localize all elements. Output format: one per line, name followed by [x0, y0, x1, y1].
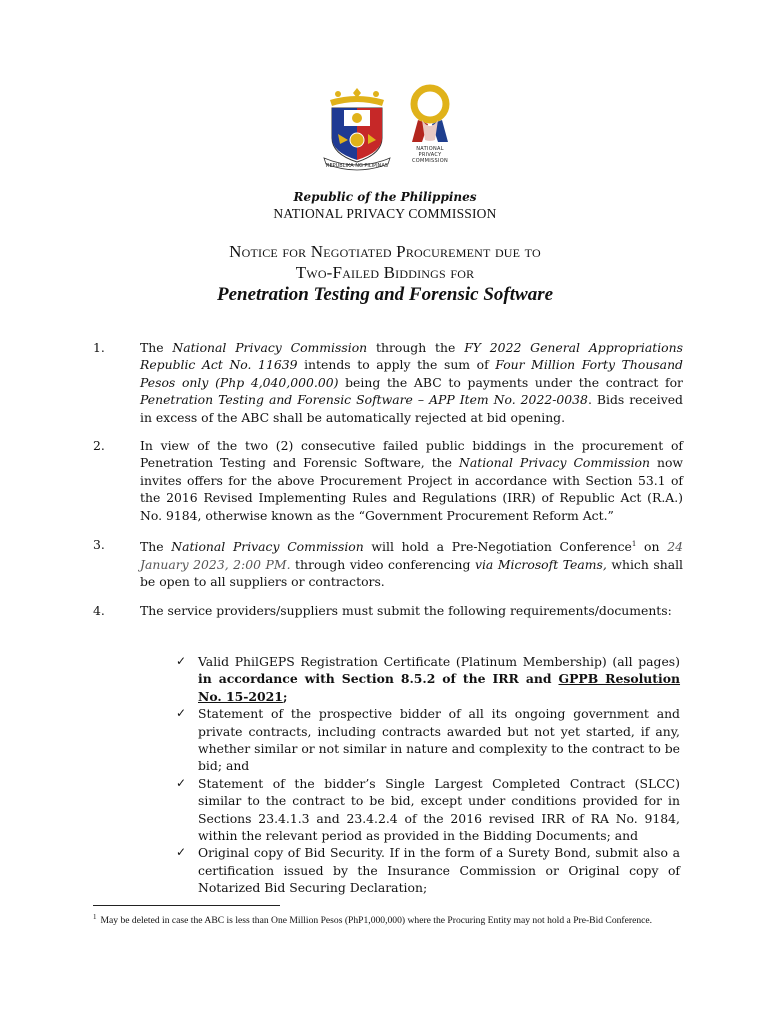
item-number: 1. [93, 340, 105, 355]
check-icon: ✓ [176, 775, 187, 790]
item-number: 3. [93, 537, 105, 552]
list-item: ✓ Statement of the prospective bidder of all its ongoing government and private contracts, including contracts awarded but not yet started, if any, whether similar or not similar in nature and complexity to the contract to be bid; and [176, 706, 680, 774]
item-body: The National Privacy Commission will hold a Pre-Negotiation Conference$^1$ on 24 January 2023, 2:00 PM. through video conferencing via Microsoft Teams, which shall be open to all suppliers or contractors. [140, 539, 684, 589]
item-number: 4. [93, 603, 105, 618]
item-number: 2. [93, 438, 105, 453]
notice-title-line1: Notice for Negotiated Procurement due to [229, 242, 541, 261]
notice-item-4 [93, 602, 683, 619]
header-logos [0, 84, 770, 180]
gppb-resolution-link: GPPB Resolution No. 15-2021 [198, 671, 681, 704]
list-item: ✓ Original copy of Bid Security. If in the form of a Surety Bond, submit also a certification issued by the Insurance Commission or Original copy of Notarized Bid Securing Declaration; [176, 845, 680, 896]
requirements-list [176, 653, 680, 897]
svg-text:REPUBLIKA NG PILIPINAS: REPUBLIKA NG PILIPINAS [326, 163, 388, 169]
notice-item-1 [93, 339, 683, 426]
check-icon: ✓ [176, 845, 187, 860]
footnote-divider [93, 905, 280, 906]
npc-logo-icon [398, 84, 462, 180]
footnote-ref: 1 [631, 540, 637, 548]
notice-title-line2: Two-Failed Biddings for [295, 263, 475, 282]
footnote: $^1$ May be deleted in case the ABC is less than One Million Pesos (PhP1,000,000) where the Procuring Entity may not hold a Pre-Bid Conference. [93, 913, 653, 927]
check-icon: ✓ [176, 706, 187, 721]
notice-item-3 [93, 536, 683, 590]
list-item: ✓ Statement of the bidder’s Single Largest Completed Contract (SLCC) similar to the contract to be bid, except under conditions provided for in Sections 23.4.1.3 and 23.4.2.4 of the 2016 revised IRR of RA No. 9184, within the relevant period as provided in the Bidding Documents; and [176, 775, 680, 844]
item-body: In view of the two (2) consecutive failed public biddings in the procurement of Penetration Testing and Forensic Software, the National Privacy Commission now invites offers for the above Procurement Project in accordance with Section 53.1 of the 2016 Revised Implementing Rules and Regulations (IRR) of Republic Act (R.A.) No. 9184, otherwise known as the “Government Procurement Reform Act.” [140, 438, 684, 523]
agency-heading: NATIONAL PRIVACY COMMISSION [273, 206, 497, 221]
check-icon: ✓ [176, 654, 187, 668]
notice-title-project: Penetration Testing and Forensic Software [216, 284, 554, 305]
list-item: ✓ Valid PhilGEPS Registration Certificate (Platinum Membership) (all pages) in accordance with Section 8.5.2 of the IRR and GPPB Resolution No. 15-2021; [176, 654, 681, 704]
philippine-seal-icon [318, 84, 396, 174]
npc-logo-text: NATIONAL PRIVACY COMMISSION [411, 146, 449, 164]
item-body: The service providers/suppliers must submit the following requirements/documents: [140, 603, 672, 618]
notice-item-2 [93, 437, 683, 524]
item-body: The National Privacy Commission through the FY 2022 General Appropriations Republic Act No. 11639 intends to apply the sum of Four Million Forty Thousand Pesos only (Php 4,040,000.00) being the ABC to payments under the contract for Penetration Testing and Forensic Software – APP Item No. 2022-0038. Bids received in excess of the ABC shall be automatically rejected at bid opening. [140, 340, 683, 425]
republic-heading: Republic of the Philippines [293, 190, 477, 204]
